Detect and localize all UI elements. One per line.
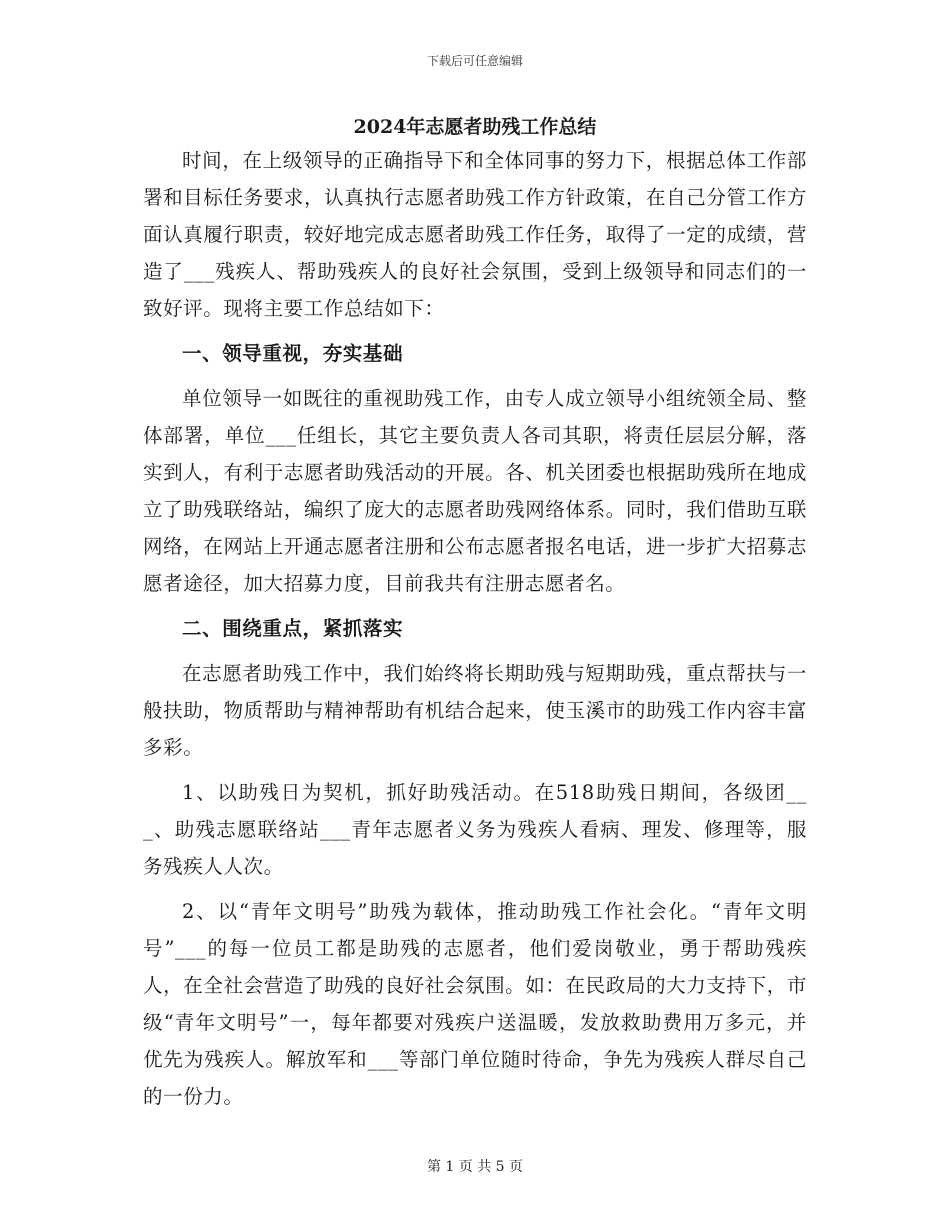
section-1-paragraph: 单位领导一如既往的重视助残工作，由专人成立领导小组统领全局、整体部署，单位___任组长，其它主要负责人各司其职，将责任层层分解，落实到人，有利于志愿者助残活动的开展。各、机关团委也根据助残所在地成立了助残联络站，编织了庞大的志愿者助残网络体系。同时，我们借助互联网络，在网站上开通志愿者注册和公布志愿者报名电话，进一步扩大招募志愿者途径，加大招募力度，目前我共有注册志愿者名。	[143, 387, 807, 595]
page-number: 第 1 页 共 5 页	[426, 1159, 524, 1175]
section-2-paragraph: 在志愿者助残工作中，我们始终将长期助残与短期助残，重点帮扶与一般扶助，物质帮助与精神帮助有机结合起来，使玉溪市的助残工作内容丰富多彩。	[143, 662, 807, 759]
document-title: 2024年志愿者助残工作总结	[353, 116, 597, 138]
item-1-paragraph: 1、以助残日为契机，抓好助残活动。在518助残日期间，各级团___、助残志愿联络站___青年志愿者义务为残疾人看病、理发、修理等，服务残疾人人次。	[143, 781, 807, 878]
document-body	[143, 112, 807, 1115]
section-heading-2: 二、围绕重点，紧抓落实	[182, 617, 404, 640]
intro-paragraph: 时间，在上级领导的正确指导下和全体同事的努力下，根据总体工作部署和目标任务要求，认真执行志愿者助残工作方针政策，在自己分管工作方面认真履行职责，较好地完成志愿者助残工作任务，取得了一定的成绩，营造了___残疾人、帮助残疾人的良好社会氛围，受到上级领导和同志们的一致好评。现将主要工作总结如下：	[143, 149, 807, 320]
item-2-paragraph: 2、以“青年文明号”助残为载体，推动助残工作社会化。“青年文明号”___的每一位员工都是助残的志愿者，他们爱岗敬业，勇于帮助残疾人，在全社会营造了助残的良好社会氛围。如：在民政局的大力支持下，市级“青年文明号”一，每年都要对残疾户送温暖，发放救助费用万多元，并优先为残疾人。解放军和___等部门单位随时待命，争先为残疾人群尽自己的一份力。	[143, 900, 807, 1108]
header-note: 下载后可任意编辑	[426, 54, 523, 68]
section-heading-1: 一、领导重视，夯实基础	[182, 342, 404, 365]
